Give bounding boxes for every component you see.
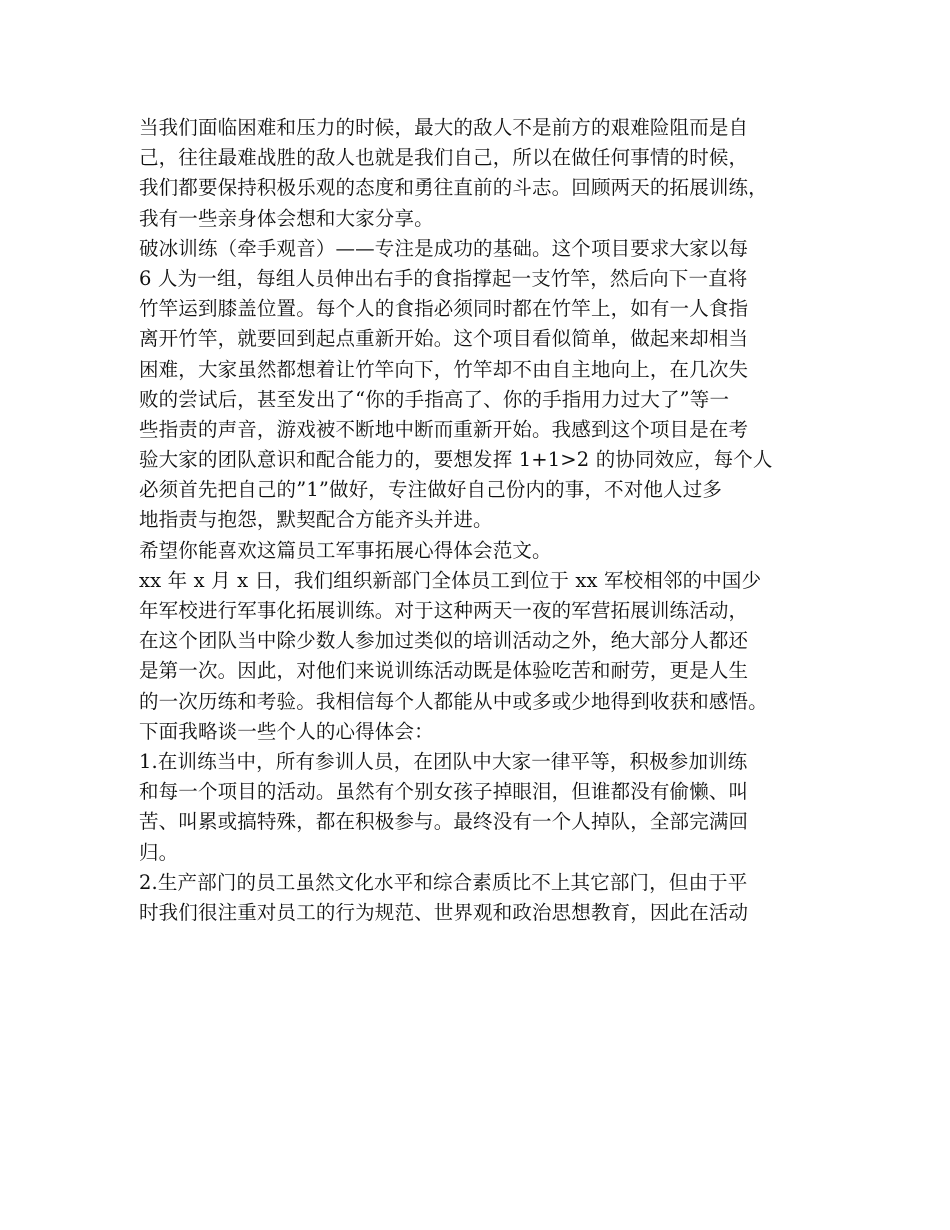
text-line: 时我们很注重对员工的行为规范、世界观和政治思想教育，因此在活动: [139, 900, 749, 924]
text-line: 必须首先把自己的”1”做好，专注做好自己份内的事，不对他人过多: [139, 478, 722, 502]
text-line: 2.生产部门的员工虽然文化水平和综合素质比不上其它部门，但由于平: [139, 870, 748, 894]
text-line: 是第一次。因此，对他们来说训练活动既是体验吃苦和耐劳，更是人生: [139, 659, 749, 683]
text-line: 和每一个项目的活动。虽然有个别女孩子掉眼泪，但谁都没有偷懒、叫: [139, 780, 749, 804]
text-line: 我有一些亲身体会想和大家分享。: [139, 206, 434, 230]
text-line: xx 年 x 月 x 日，我们组织新部门全体员工到位于 xx 军校相邻的中国少: [139, 568, 762, 592]
text-line: 些指责的声音，游戏被不断地中断而重新开始。我感到这个项目是在考: [139, 417, 749, 441]
text-line: 竹竿运到膝盖位置。每个人的食指必须同时都在竹竿上，如有一人食指: [139, 297, 749, 321]
text-line: 在这个团队当中除少数人参加过类似的培训活动之外，绝大部分人都还: [139, 629, 749, 653]
text-line: 困难，大家虽然都想着让竹竿向下，竹竿却不由自主地向上，在几次失: [139, 357, 749, 381]
text-line: 破冰训练（牵手观音）——专注是成功的基础。这个项目要求大家以每: [139, 236, 749, 260]
text-line: 年军校进行军事化拓展训练。对于这种两天一夜的军营拓展训练活动，: [139, 599, 749, 622]
text-line: 苦、叫累或搞特殊，都在积极参与。最终没有一个人掉队，全部完满回: [139, 810, 749, 834]
text-line: 验大家的团队意识和配合能力的，要想发挥 1+1>2 的协同效应，每个人: [139, 448, 773, 472]
text-line: 地指责与抱怨，默契配合方能齐头并进。: [139, 508, 493, 532]
text-line: 6 人为一组，每组人员伸出右手的食指撑起一支竹竿，然后向下一直将: [139, 266, 748, 290]
text-line: 归。: [139, 840, 179, 864]
text-line: 1.在训练当中，所有参训人员，在团队中大家一律平等，积极参加训练: [139, 749, 748, 773]
document-body: [139, 113, 839, 928]
text-line: 希望你能喜欢这篇员工军事拓展心得体会范文。: [139, 538, 552, 562]
text-line: 下面我略谈一些个人的心得体会：: [139, 719, 434, 743]
text-line: 我们都要保持积极乐观的态度和勇往直前的斗志。回顾两天的拓展训练，: [139, 176, 768, 200]
text-line: 当我们面临困难和压力的时候，最大的敌人不是前方的艰难险阻而是自: [139, 116, 749, 139]
text-line: 的一次历练和考验。我相信每个人都能从中或多或少地得到收获和感悟。: [139, 689, 768, 713]
text-line: 离开竹竿，就要回到起点重新开始。这个项目看似简单，做起来却相当: [139, 327, 749, 351]
text-line: 己，往往最难战胜的敌人也就是我们自己，所以在做任何事情的时候，: [139, 146, 749, 170]
text-line: 败的尝试后，甚至发出了“你的手指高了、你的手指用力过大了”等一: [139, 387, 730, 411]
